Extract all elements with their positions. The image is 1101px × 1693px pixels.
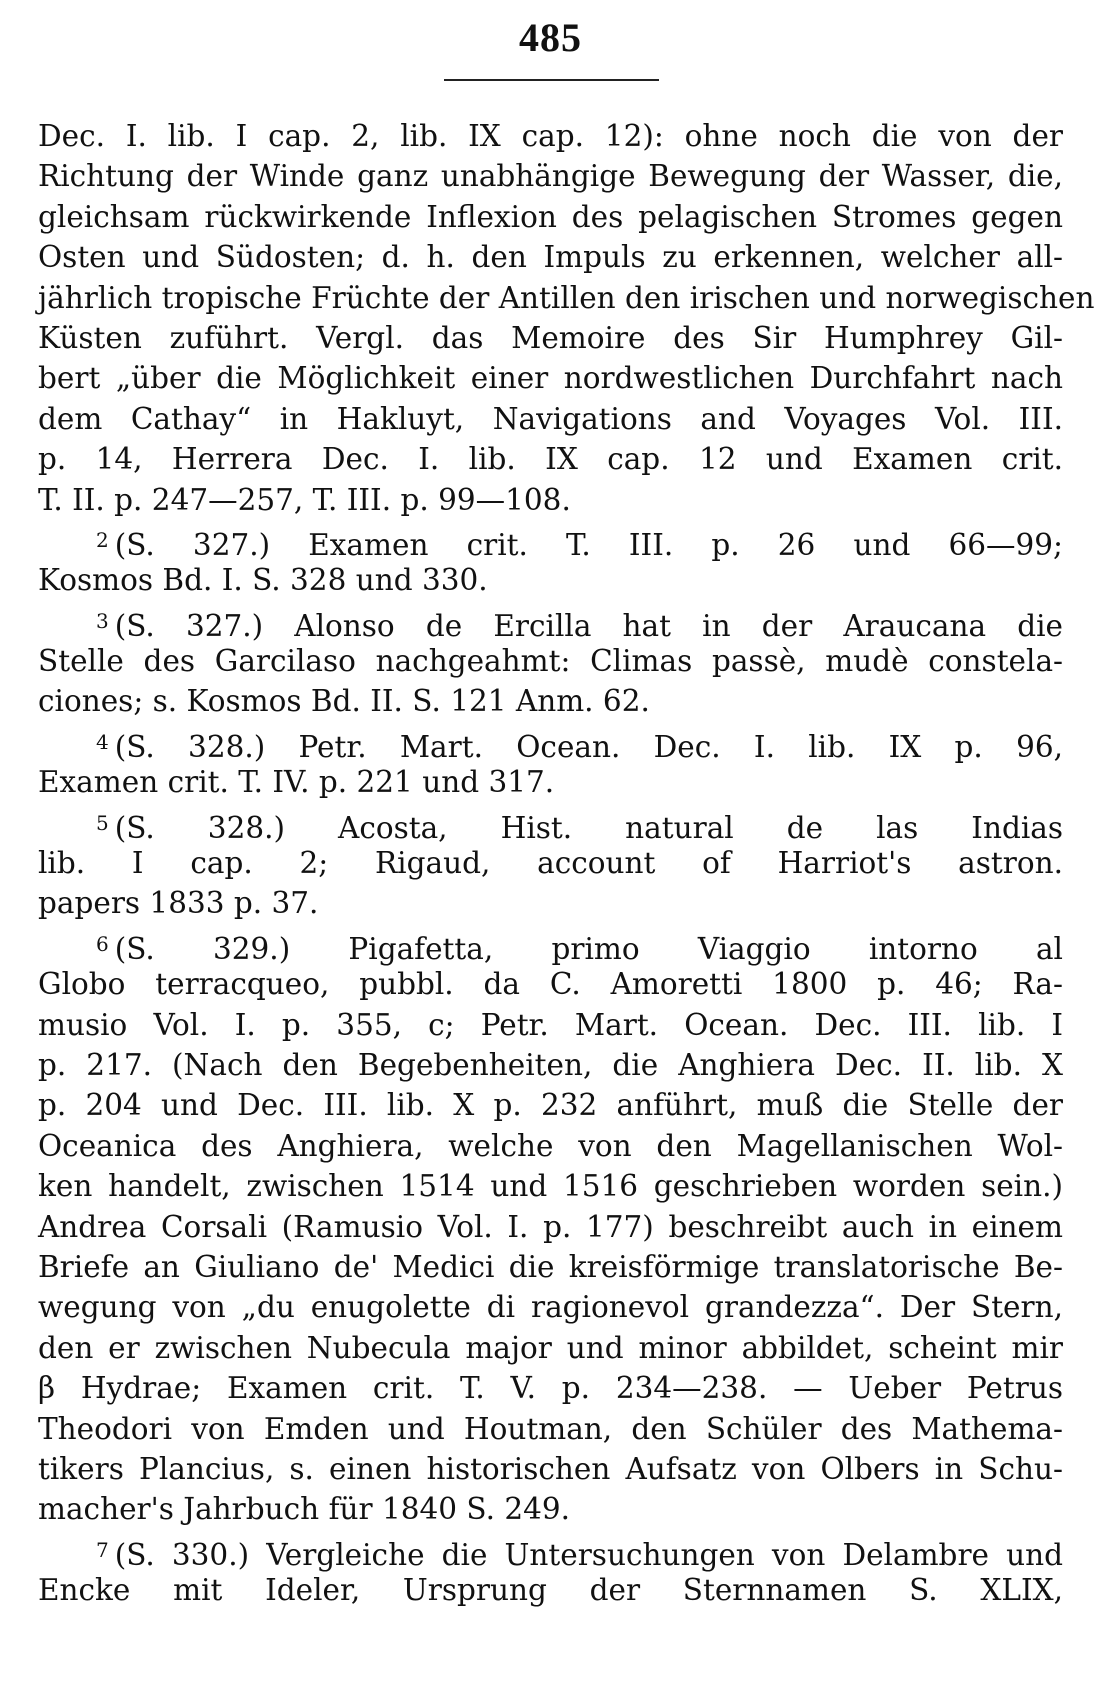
footnote-number: 4 bbox=[96, 729, 109, 754]
page-number: 485 bbox=[519, 15, 582, 60]
text-line: p. 217. (Nach den Begebenheiten, die Anghiera Dec. II. lib. X bbox=[38, 1047, 1063, 1082]
footnote-line bbox=[38, 803, 1063, 843]
text-line: Andrea Corsali (Ramusio Vol. I. p. 177) beschreibt auch in einem bbox=[38, 1209, 1063, 1244]
text-line: p. 204 und Dec. III. lib. X p. 232 anführt, muß die Stelle der bbox=[38, 1088, 1063, 1123]
text-line: ken handelt, zwischen 1514 und 1516 geschrieben worden sein.) bbox=[38, 1169, 1063, 1204]
text-line: macher's Jahrbuch für 1840 S. 249. bbox=[38, 1492, 571, 1527]
footnote-line bbox=[38, 1530, 1063, 1570]
text-line: β Hydrae; Examen crit. T. V. p. 234—238. — Ueber Petrus bbox=[38, 1371, 1063, 1406]
text-line: jährlich tropische Früchte der Antillen den irischen und norwegischen bbox=[38, 280, 1095, 315]
footnote-line bbox=[38, 520, 1063, 560]
text-line: Stelle des Garcilaso nachgeahmt: Climas passè, mudè constela- bbox=[38, 644, 1063, 679]
footnote-text: (S. 328.) Petr. Mart. Ocean. Dec. I. lib. IX p. 96, bbox=[114, 729, 1063, 764]
text-line: p. 14, Herrera Dec. I. lib. IX cap. 12 und Examen crit. bbox=[38, 442, 1063, 477]
book-page bbox=[38, 0, 1095, 1693]
text-line: Oceanica des Anghiera, welche von den Magellanischen Wol- bbox=[38, 1128, 1063, 1163]
text-line: ciones; s. Kosmos Bd. II. S. 121 Anm. 62. bbox=[38, 684, 650, 719]
text-line: Theodori von Emden und Houtman, den Schüler des Mathema- bbox=[38, 1411, 1063, 1446]
text-line: Dec. I. lib. I cap. 2, lib. IX cap. 12): ohne noch die von der bbox=[38, 119, 1063, 153]
footnote-line bbox=[38, 722, 1063, 762]
footnote-line bbox=[38, 601, 1063, 641]
text-line: Briefe an Giuliano de' Medici die kreisförmige translatorische Be- bbox=[38, 1249, 1063, 1284]
footnote-number: 6 bbox=[96, 931, 109, 956]
footnote-number: 7 bbox=[96, 1537, 109, 1562]
text-line: Küsten zuführt. Vergl. das Memoire des Sir Humphrey Gil- bbox=[38, 320, 1063, 355]
footnote-text: (S. 330.) Vergleiche die Untersuchungen von Delambre und bbox=[114, 1537, 1063, 1572]
text-line: Globo terracqueo, pubbl. da C. Amoretti 1800 p. 46; Ra- bbox=[38, 967, 1063, 1002]
footnote-text: (S. 328.) Acosta, Hist. natural de las Indias bbox=[114, 810, 1063, 845]
text-line: papers 1833 p. 37. bbox=[38, 886, 319, 921]
text-line: Encke mit Ideler, Ursprung der Sternnamen S. XLIX, bbox=[38, 1573, 1063, 1608]
footnote-text: (S. 329.) Pigafetta, primo Viaggio intorno al bbox=[114, 931, 1063, 966]
text-line: lib. I cap. 2; Rigaud, account of Harriot's astron. bbox=[38, 846, 1063, 881]
text-line: Examen crit. T. IV. p. 221 und 317. bbox=[38, 765, 555, 800]
footnote-text: (S. 327.) Examen crit. T. III. p. 26 und 66—99; bbox=[114, 527, 1063, 562]
text-line: wegung von „du enugolette di ragionevol grandezza“. Der Stern, bbox=[38, 1290, 1063, 1325]
text-line: T. II. p. 247—257, T. III. p. 99—108. bbox=[38, 482, 571, 517]
text-line: den er zwischen Nubecula major und minor abbildet, scheint mir bbox=[38, 1330, 1063, 1365]
text-line: Richtung der Winde ganz unabhängige Bewegung der Wasser, die, bbox=[38, 159, 1063, 194]
text-line: musio Vol. I. p. 355, c; Petr. Mart. Ocean. Dec. III. lib. I bbox=[38, 1007, 1063, 1042]
header-rule bbox=[444, 79, 659, 81]
footnotes-text bbox=[38, 116, 1095, 1610]
text-line: tikers Plancius, s. einen historischen Aufsatz von Olbers in Schu- bbox=[38, 1451, 1063, 1486]
text-line: Osten und Südosten; d. h. den Impuls zu erkennen, welcher all- bbox=[38, 240, 1063, 275]
text-line: bert „über die Möglichkeit einer nordwestlichen Durchfahrt nach bbox=[38, 361, 1063, 396]
text-line: dem Cathay“ in Hakluyt, Navigations and Voyages Vol. III. bbox=[38, 401, 1063, 436]
footnote-number: 5 bbox=[96, 810, 109, 835]
footnote-number: 3 bbox=[96, 608, 109, 633]
footnote-text: (S. 327.) Alonso de Ercilla hat in der Araucana die bbox=[114, 608, 1063, 643]
footnote-number: 2 bbox=[96, 527, 109, 552]
text-line: Kosmos Bd. I. S. 328 und 330. bbox=[38, 563, 488, 598]
text-line: gleichsam rückwirkende Inflexion des pelagischen Stromes gegen bbox=[38, 199, 1063, 234]
footnote-line bbox=[38, 924, 1063, 964]
